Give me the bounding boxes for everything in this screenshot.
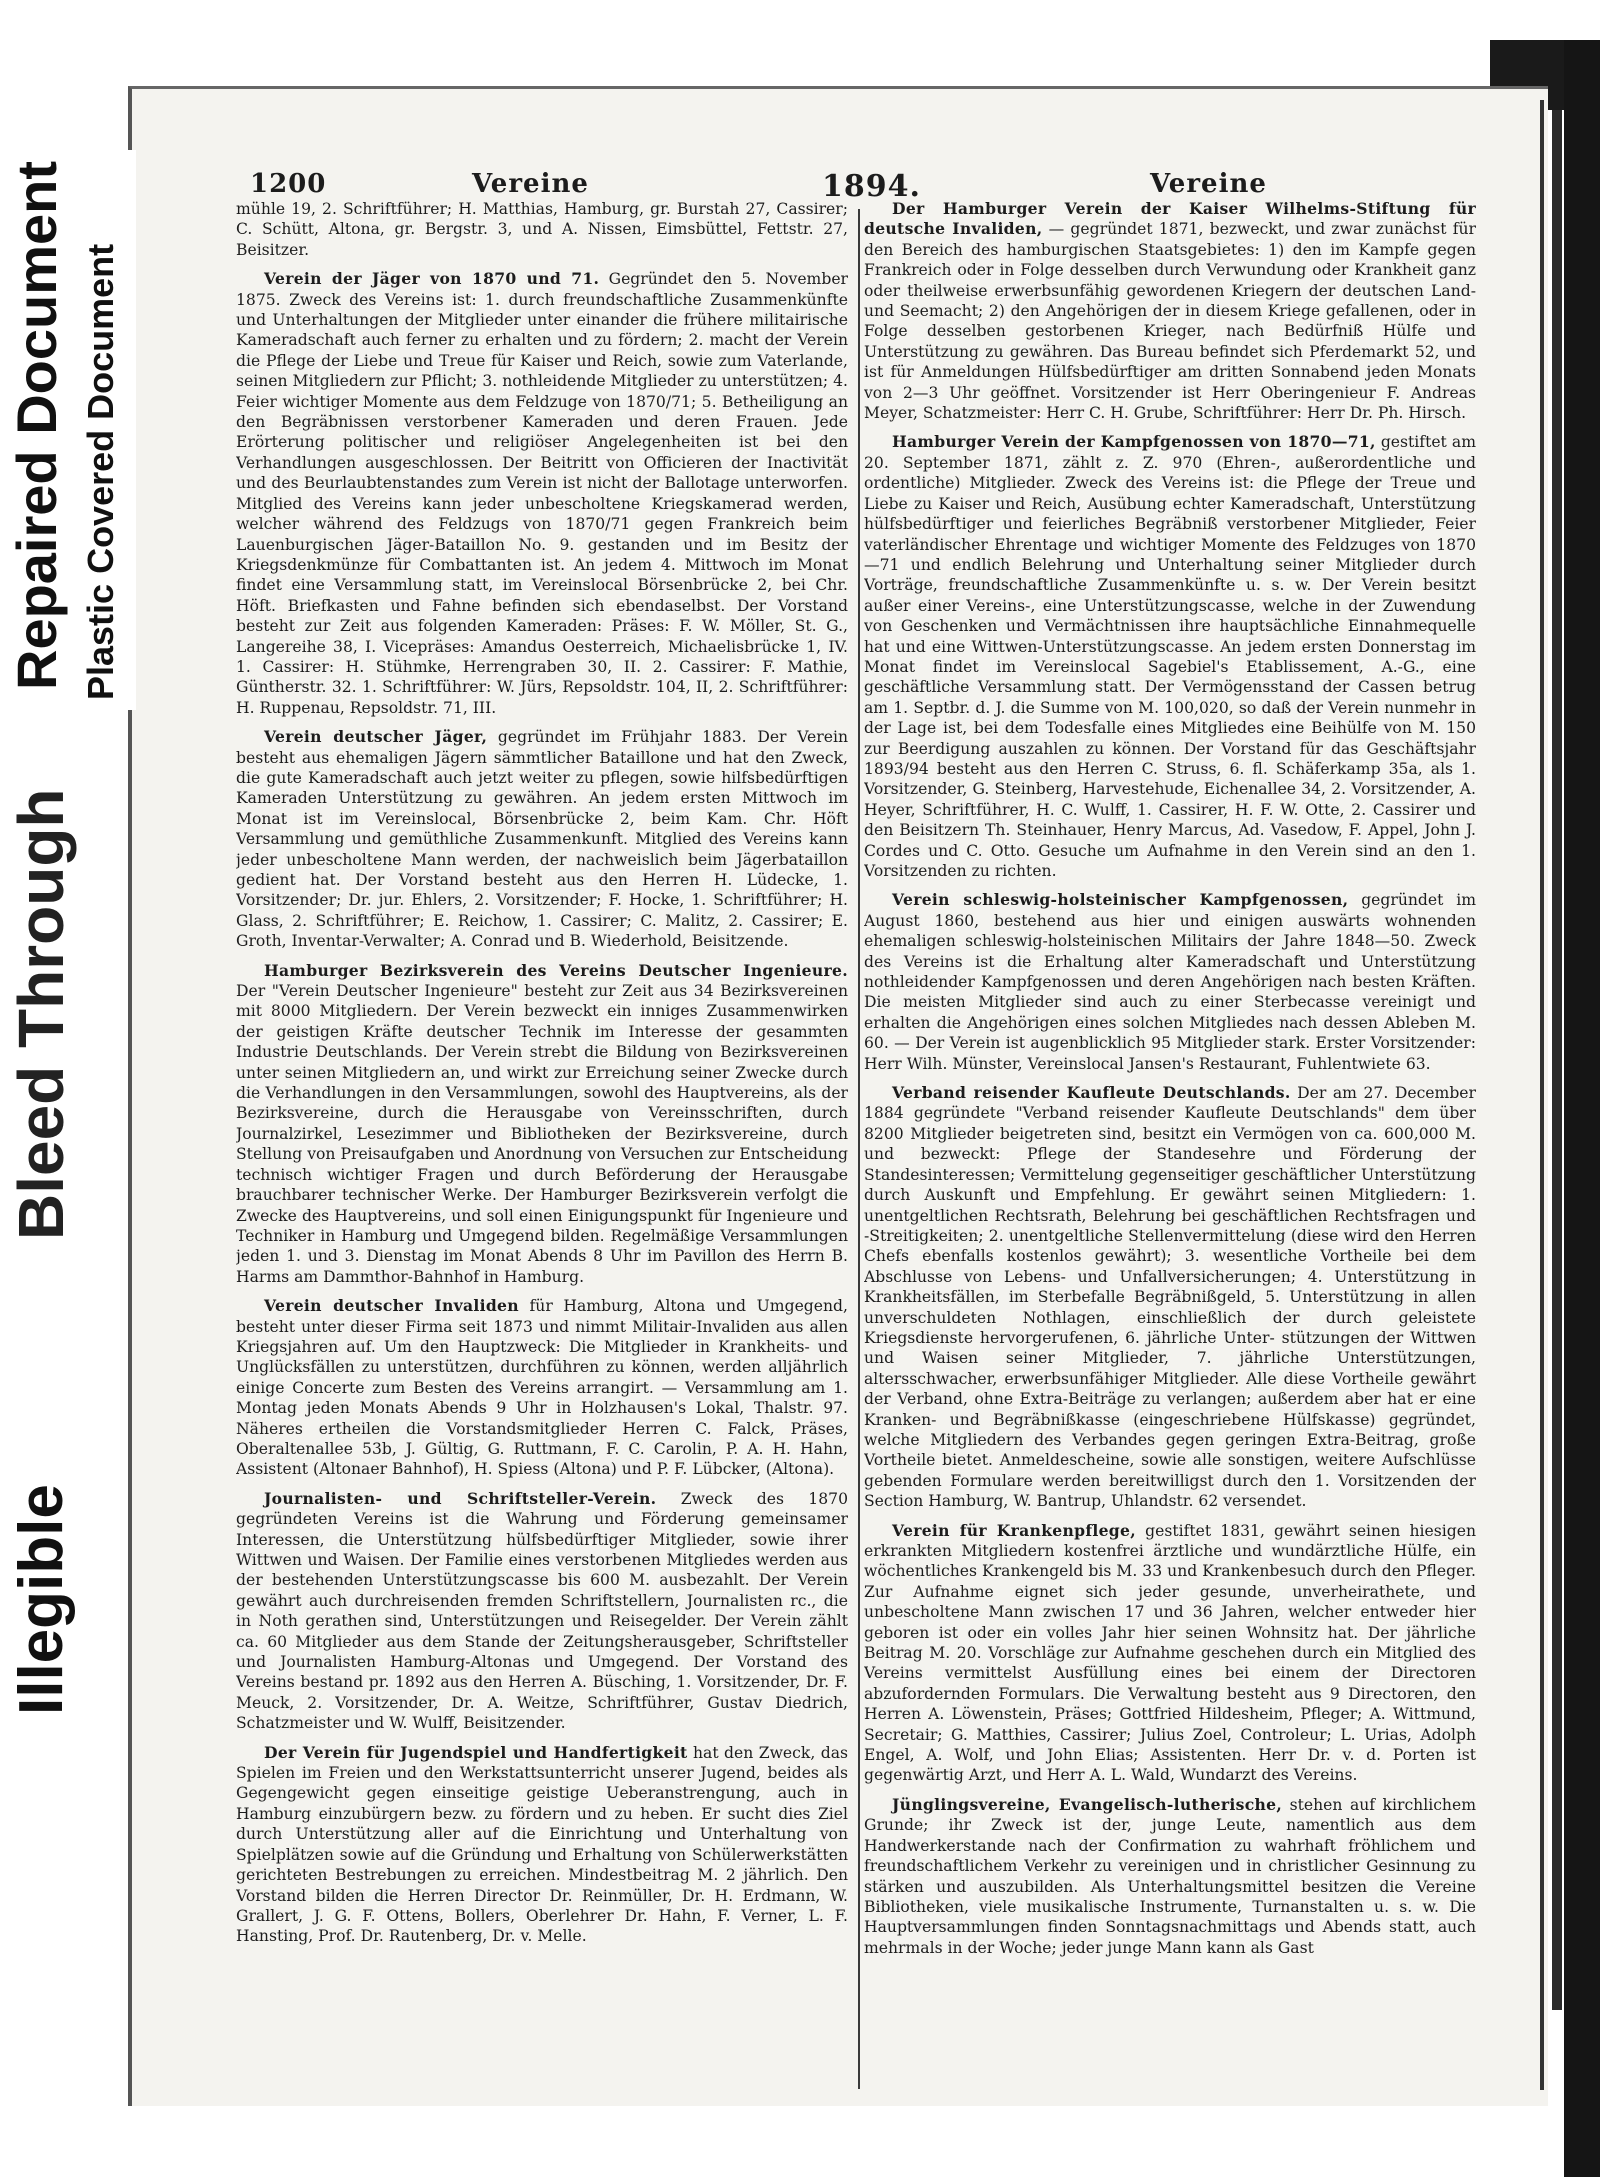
society-entry bbox=[864, 432, 1476, 881]
society-entry bbox=[236, 269, 848, 718]
society-description: Zweck des 1870 gegründeten Vereins ist die Wahrung und Förderung gemeinsamer Interessen, die Unterstützung hülfsbedürftiger Mitglieder, sowie ihrer Wittwen und Waisen. Der Familie eines verstorbenen Mitgliedes werden aus der bestehenden Unterstützungscasse bis 600 M. ausbezahlt. Der Verein gewährt auch durchreisenden fremden Schriftstellern, Journalisten rc., die in Noth gerathen sind, Unterstützungen und Reisegelder. Der Verein zählt ca. 60 Mitglieder aus dem Stande der Zeitungsherausgeber, Schriftsteller und Journalisten Hamburg-Altonas und Umgegend. Der Vorstand des Vereins bestand pr. 1892 aus den Herren A. Büsching, 1. Vorsitzender, Dr. F. Meuck, 2. Vorsitzender, Dr. A. Weitze, Schriftführer, Gustav Diedrich, Schatzmeister und W. Wulff, Beisitzender. bbox=[236, 1489, 848, 1733]
society-entry bbox=[236, 1743, 848, 1947]
society-description: gestiftet am 20. September 1871, zählt z. Z. 970 (Ehren-, außerordentliche und ordentliche) Mitglieder. Zweck des Vereins ist: die Pflege der Treue und Liebe zu Kaiser und Reich, Ausübung echter Kameradschaft, Unterstützung hülfsbedürftiger und feierliches Begräbniß verstorbener Mitglieder, Feier vaterländischer Ehrentage und wichtiger Momente des Feldzuges von 1870—71 und endlich Belehrung und Unterhaltung seiner Mitglieder durch Vorträge, freundschaftliche Zusammenkünfte u. s. w. Der Verein besitzt außer einer Vereins-, eine Unterstützungscasse, welche in der Zuwendung von Geschenken und Vermächtnissen ihre hauptsächliche Einnahmequelle hat und eine Wittwen-Unterstützungscasse. An jedem ersten Donnerstag im Monat findet im Vereinslocal Sagebiel's Etablissement, A.-G., eine geschäftliche Versammlung statt. Der Vermögensstand der Cassen betrug am 1. Septbr. d. J. die Summe von M. 100,020, so daß der Verein nunmehr in der Lage ist, bei dem Todesfalle eines Mitgliedes eine Beihülfe von M. 150 zur Beerdigung auszahlen zu können. Der Vorstand für das Geschäftsjahr 1893/94 besteht aus den Herren C. Struss, 6. fl. Schäferkamp 35a, als 1. Vorsitzender, G. Steinberg, Harvestehude, Eichenallee 34, 2. Vorsitzender, A. Heyer, Schriftführer, H. C. Wulff, 1. Cassirer, H. F. W. Otte, 2. Cassirer und den Beisitzern Th. Steinhauer, Henry Marcus, Ad. Vasedow, F. Appel, John J. Cordes und C. Otto. Gesuche um Aufnahme in den Verein sind an den 1. Vorsitzenden zu richten. bbox=[864, 433, 1476, 880]
society-name: Verein schleswig-holsteinischer Kampfgenossen, bbox=[892, 890, 1349, 910]
society-description: Der am 27. December 1884 gegründete "Verband reisender Kaufleute Deutschlands" dem über 8200 Mitglieder beigetreten sind, besitzt ein Vermögen von ca. 600,000 M. und bezweckt: Pflege der Standesehre und Förderung der Standesinteressen; Vermittelung gegenseitiger geschäftlicher Unterstützung durch Auskunft und Empfehlung. Er gewährt seinen Mitgliedern: 1. unentgeltlichen Rechtsrath, Belehrung bei geschäftlichen Rechtsfragen und -Streitigkeiten; 2. unentgeltliche Stellenvermittelung (diese wird den Herren Chefs ebenfalls kostenlos gewährt); 3. wesentliche Vortheile bei dem Abschlusse von Lebens- und Unfallversicherungen; 4. Unterstützung in Krankheitsfällen, im Sterbefalle Begräbnißgeld, 5. Unterstützung in allen unverschuldeten Nothlagen, einschließlich der durch geleistete Kriegsdienste hervorgerufenen, 6. jährliche Unter- stützungen der Wittwen und Waisen seiner Mitglieder, 7. jährliche Unterstützungen, altersschwacher, erwerbsunfähiger Mitglieder. Alle diese Vortheile gewährt der Verband, ohne Extra-Beiträge zu verlangen; außerdem aber hat er eine Kranken- und Begräbnißkasse (eingeschriebene Hülfskasse) gegründet, welche Mitgliedern des Verbandes gegen geringen Extra-Beitrag, große Vortheile bietet. Anmeldescheine, sowie alle sonstigen, weitere Aufschlüsse gebenden Formulare werden bereitwilligst durch den 1. Vorsitzenden der Section Hamburg, W. Bantrup, Uhlandstr. 62 versendet. bbox=[864, 1084, 1476, 1511]
running-head-left: Vereine bbox=[472, 169, 589, 199]
society-entry bbox=[864, 1795, 1476, 1958]
society-description: gestiftet 1831, gewährt seinen hiesigen erkrankten Mitgliedern kostenfrei ärztliche und wundärztliche Hülfe, ein wöchentliches Krankengeld bis M. 33 und Krankenbesuch durch den Pfleger. Zur Aufnahme eignet sich jeder gesunde, unverheirathete, und unbescholtene Mann zwischen 17 und 36 Jahren, welcher entweder hier geboren ist oder ein volles Jahr hier seinen Wohnsitz hat. Der jährliche Beitrag M. 20. Vorschläge zur Aufnahme geschehen durch ein Mitglied des Vereins vermittelst Ausfüllung eines bei einem der Directoren abzufordernden Formulars. Die Verwaltung besteht aus 9 Directoren, den Herren A. Löwenstein, Präses; Gottfried Hildesheim, Pfleger; A. Wittmund, Secretair; G. Matthies, Cassirer; Julius Zoel, Controleur; L. Urias, Adolph Engel, A. Wolf, und John Elias; Assistenten. Herr Dr. v. d. Porten ist gegenwärtig Arzt, und Herr A. L. Wald, Wundarzt des Vereins. bbox=[864, 1521, 1476, 1785]
repaired-document-label: Repaired Document bbox=[5, 161, 68, 690]
society-description: stehen auf kirchlichem Grunde; ihr Zweck ist der, junge Leute, namentlich aus dem Handwerkerstande nach der Confirmation zu wahrhaft fröhlichem und freundschaftlichem Verkehr zu vereinigen und in christlicher Gesinnung zu stärken und auszubilden. Als Unterhaltungsmittel besitzen die Vereine Bibliotheken, viele musikalische Instrumente, Turnanstalten u. s. w. Die Hauptversammlungen finden Sonntagsnachmittags und Abends statt, auch mehrmals in der Woche; jeder junge Mann kann als Gast bbox=[864, 1795, 1476, 1957]
column-divider bbox=[858, 209, 860, 2089]
left-column bbox=[236, 199, 848, 2089]
society-entry bbox=[864, 890, 1476, 1074]
page-right-border bbox=[1540, 100, 1544, 2090]
society-description: hat den Zweck, das Spielen im Freien und den Werkstattsunterricht unserer Jugend, beides als Gegengewicht gegen einseitige geistige Ueberanstrengung, auch in Hamburg einzubürgern bezw. zu fördern und zu heben. Er sucht dies Ziel durch Unterstützung aller auf die Einrichtung und Unterhaltung von Spielplätzen sowie auf die Gründung und Erhaltung von Schülerwerkstätten gerichteten Bestrebungen zu erreichen. Mindestbeitrag M. 2 jährlich. Den Vorstand bilden die Herren Director Dr. Reinmüller, Dr. H. Erdmann, W. Grallert, J. G. F. Ottens, Bollers, Oberlehrer Dr. Hahn, F. Verner, L. F. Hansting, Prof. Dr. Rautenberg, Dr. v. Melle. bbox=[236, 1743, 848, 1946]
society-entry bbox=[236, 1489, 848, 1734]
society-name: Verein deutscher Invaliden bbox=[264, 1296, 519, 1316]
society-name: Hamburger Bezirksverein des Vereins Deutscher Ingenieure. bbox=[264, 960, 848, 980]
society-name: Der Hamburger Verein der Kaiser Wilhelms-Stiftung für deutsche Invaliden, bbox=[864, 199, 1476, 239]
society-name: Verein für Krankenpflege, bbox=[892, 1520, 1136, 1540]
society-description: für Hamburg, Altona und Umgegend, besteht unter dieser Firma seit 1873 und nimmt Militair-Invaliden aus allen Kriegsjahren auf. Um den Hauptzweck: Die Mitglieder in Krankheits- und Unglücksfällen zu unterstützen, durchführen zu können, werden alljährlich einige Concerte zum Besten des Vereins arrangirt. — Versammlung am 1. Montag jeden Monats Abends 9 Uhr in Holzhausen's Lokal, Thalstr. 97. Näheres ertheilen die Vorstandsmitglieder Herren C. Falck, Präses, Oberaltenallee 53b, J. Gültig, G. Ruttmann, F. C. Carolin, P. A. H. Hahn, Assistent (Altonaer Bahnhof), H. Spiess (Altona) und P. F. Lübcker, (Altona). bbox=[236, 1297, 848, 1479]
society-description: gegründet im August 1860, bestehend aus hier und einigen auswärts wohnenden ehemaligen schleswig-holsteinischen Militairs der Jahre 1848—50. Zweck des Vereins ist die Erhaltung alter Kameradschaft und Unterstützung nothleidender Kampfgenossen und deren Angehörigen nach besten Kräften. Die meisten Mitglieder sind auch zu einer Sterbecasse vereinigt und erhalten die Angehörigen eines solchen Mitgliedes nach dessen Ableben M. 60. — Der Verein ist augenblicklich 95 Mitglieder stark. Erster Vorsitzender: Herr Wilh. Münster, Vereinslocal Jansen's Restaurant, Fuhlentwiete 63. bbox=[864, 891, 1476, 1073]
society-name: Journalisten- und Schriftsteller-Verein. bbox=[264, 1488, 657, 1508]
society-description: — gegründet 1871, bezweckt, und zwar zunächst für den Bereich des hamburgischen Staatsgebietes: 1) den im Kampfe gegen Frankreich oder in Folge desselben durch Verwundung oder Krankheit ganz oder theilweise erwerbsunfähig gewordenen Kriegern der deutschen Land- und Seemacht; 2) den Angehörigen der in diesem Kriege gefallenen, oder in Folge desselben gestorbenen Krieger, nach Bedürfniß Hülfe und Unterstützung zu gewähren. Das Bureau befindet sich Pferdemarkt 52, und ist für Anmeldungen Hülfsbedürftiger am dritten Sonnabend jeden Monats von 2—3 Uhr geöffnet. Vorsitzender ist Herr Oberingenieur F. Andreas Meyer, Schatzmeister: Herr C. H. Grube, Schriftführer: Herr Dr. Ph. Hirsch. bbox=[864, 220, 1476, 423]
illegible-label: Illegible bbox=[7, 1484, 76, 1715]
bleed-through-label: Bleed Through bbox=[5, 788, 77, 1240]
page-number: 1200 bbox=[250, 169, 327, 199]
society-name: Verein der Jäger von 1870 und 71. bbox=[264, 269, 600, 289]
society-entry bbox=[236, 1296, 848, 1480]
society-name: Jünglingsvereine, Evangelisch-lutherische, bbox=[892, 1794, 1283, 1814]
running-head-year: 1894. bbox=[822, 169, 921, 204]
society-description: Der "Verein Deutscher Ingenieure" besteht zur Zeit aus 34 Bezirksvereinen mit 8000 Mitgliedern. Der Verein bezweckt ein inniges Zusammenwirken der geistigen Kräfte deutscher Technik im Interesse der gesammten Industrie Deutschlands. Der Verein strebt die Bildung von Bezirksvereinen unter seinen Mitgliedern an, und wirkt zur Erreichung seiner Zwecke durch die Verhandlungen in den Versammlungen, sowohl des Hauptvereins, als der Bezirksvereine, durch die Herausgabe von Vereinsschriften, durch Journalzirkel, Lesezimmer und Bibliotheken der Bezirksvereine, durch Stellung von Preisaufgaben und Anordnung von Versuchen zur Entscheidung technisch wichtiger Fragen und durch Beförderung der Herausgabe brauchbarer technischer Werke. Der Hamburger Bezirksverein verfolgt die Zwecke des Hauptvereins, und soll einen Einigungspunkt für Ingenieure und Techniker in Hamburg und Umgegend bilden. Regelmäßige Versammlungen jeden 1. und 3. Dienstag im Monat Abends 8 Uhr im Pavillon des Herrn B. Harms am Dammthor-Bahnhof in Hamburg. bbox=[236, 982, 848, 1286]
right-column bbox=[864, 199, 1476, 2089]
plastic-covered-label: Plastic Covered Document bbox=[80, 243, 121, 700]
society-description: gegründet im Frühjahr 1883. Der Verein besteht aus ehemaligen Jägern sämmtlicher Bataillone und hat den Zweck, die gute Kameradschaft auch jetzt weiter zu pflegen, sowie hilfsbedürftigen Kameraden Unterstützung zu gewähren. An jedem ersten Mittwoch im Monat ist im Vereinslocal, Börsenbrücke 2, beim Kam. Chr. Höft Versammlung und gemüthliche Zusammenkunft. Mitglied des Vereins kann jeder unbescholtene Mann werden, der nachweislich beim Jägerbataillon gedient hat. Der Vorstand besteht aus den Herren H. Lüdecke, 1. Vorsitzender; Dr. jur. Ehlers, 2. Vorsitzender; F. Hocke, 1. Schriftführer; H. Glass, 2. Schriftführer; E. Reichow, 1. Cassirer; C. Malitz, 2. Cassirer; E. Groth, Inventar-Verwalter; A. Conrad und B. Wiederhold, Beisitzende. bbox=[236, 728, 848, 951]
society-name: Hamburger Verein der Kampfgenossen von 1870—71, bbox=[892, 432, 1376, 452]
running-head-right: Vereine bbox=[1150, 169, 1267, 199]
society-entry bbox=[864, 1521, 1476, 1786]
society-entry bbox=[864, 1083, 1476, 1512]
society-entry bbox=[864, 199, 1476, 423]
scan-edge-right-inner bbox=[1552, 110, 1562, 2010]
society-entry bbox=[236, 961, 848, 1288]
society-description: mühle 19, 2. Schriftführer; H. Matthias, Hamburg, gr. Burstah 27, Cassirer; C. Schütt, Altona, gr. Bergstr. 3, und A. Nissen, Eimsbüttel, Fettstr. 27, Beisitzer. bbox=[236, 200, 848, 259]
society-entry bbox=[236, 727, 848, 951]
document-page bbox=[128, 86, 1548, 2106]
society-name: Der Verein für Jugendspiel und Handfertigkeit bbox=[264, 1742, 688, 1762]
society-name: Verein deutscher Jäger, bbox=[264, 727, 488, 747]
society-description: Gegründet den 5. November 1875. Zweck des Vereins ist: 1. durch freundschaftliche Zusammenkünfte und Unterhaltungen der Mitglieder unter einander die frühere militairische Kameradschaft auch ferner zu erhalten und zu fördern; 2. macht der Verein die Pflege der Liebe und Treue für Kaiser und Reich, sowie zum Vaterlande, seinen Mitgliedern zur Pflicht; 3. nothleidende Mitglieder zu unterstützen; 4. Feier wichtiger Momente aus dem Feldzuge von 1870/71; 5. Betheiligung an den Begräbnissen verstorbener Kameraden und deren Frauen. Jede Erörterung politischer und religiöser Angelegenheiten ist bei den Verhandlungen ausgeschlossen. Der Beitritt von Officieren der Inactivität und des Beurlaubtenstandes zum Verein ist nicht der Ballotage unterworfen. Mitglied des Vereins kann jeder unbescholtene Kriegskamerad werden, welcher während des Feldzugs von 1870/71 gegen Frankreich beim Lauenburgischen Jäger-Bataillon No. 9. gestanden und im Besitz der Kriegsdenkmünze für Combattanten ist. An jedem 4. Mittwoch im Monat findet eine Versammlung statt, im Vereinslocal Börsenbrücke 2, bei Chr. Höft. Briefkasten und Fahne befinden sich ebendaselbst. Der Vorstand besteht zur Zeit aus folgenden Kameraden: Präses: F. W. Möller, St. G., Langereihe 38, I. Vicepräses: Amandus Oesterreich, Michaelisbrücke 1, IV. 1. Cassirer: H. Stühmke, Herrengraben 30, II. 2. Cassirer: F. Mathie, Güntherstr. 32. 1. Schriftführer: W. Jürs, Repsoldstr. 104, II, 2. Schriftführer: H. Ruppenau, Repsoldstr. 71, III. bbox=[236, 270, 848, 717]
society-entry bbox=[236, 199, 848, 260]
scan-edge-right bbox=[1564, 40, 1600, 2177]
society-name: Verband reisender Kaufleute Deutschlands. bbox=[892, 1083, 1291, 1103]
